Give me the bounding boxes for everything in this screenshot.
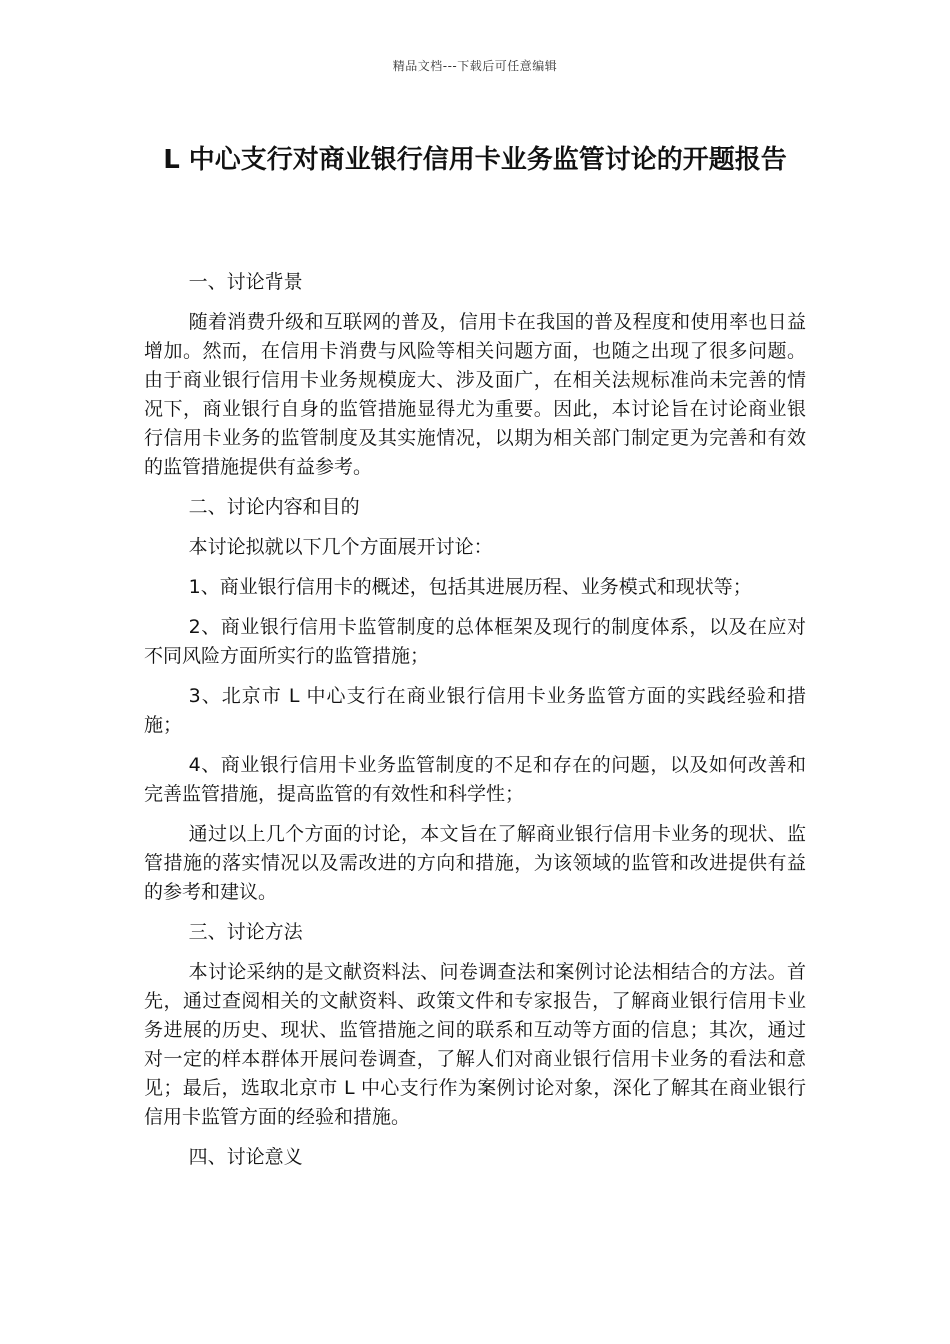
list-item-2: 2、商业银行信用卡监管制度的总体框架及现行的制度体系，以及在应对不同风险方面所实行的监管措施；	[144, 616, 806, 667]
document-body	[144, 268, 806, 1183]
list-item-3: 3、北京市 L 中心支行在商业银行信用卡业务监管方面的实践经验和措施；	[144, 685, 806, 736]
paragraph-background: 随着消费升级和互联网的普及，信用卡在我国的普及程度和使用率也日益增加。然而，在信用卡消费与风险等相关问题方面，也随之出现了很多问题。由于商业银行信用卡业务规模庞大、涉及面广，在相关法规标准尚未完善的情况下，商业银行自身的监管措施显得尤为重要。因此，本讨论旨在讨论商业银行信用卡业务的监管制度及其实施情况，以期为相关部门制定更为完善和有效的监管措施提供有益参考。	[144, 311, 806, 478]
list-item-1: 1、商业银行信用卡的概述，包括其进展历程、业务模式和现状等；	[188, 576, 752, 598]
paragraph-intro: 本讨论拟就以下几个方面展开讨论：	[188, 536, 493, 558]
document-title: L 中心支行对商业银行信用卡业务监管讨论的开题报告	[163, 145, 787, 175]
header-note: 精品文档---下载后可任意编辑	[392, 59, 558, 73]
paragraph-method: 本讨论采纳的是文献资料法、问卷调查法和案例讨论法相结合的方法。首先，通过查阅相关的文献资料、政策文件和专家报告，了解商业银行信用卡业务进展的历史、现状、监管措施之间的联系和互动等方面的信息；其次，通过对一定的样本群体开展问卷调查，了解人们对商业银行信用卡业务的看法和意见；最后，选取北京市 L 中心支行作为案例讨论对象，深化了解其在商业银行信用卡监管方面的经验和措施。	[144, 961, 806, 1128]
section-heading-background: 一、讨论背景	[188, 271, 303, 293]
section-heading-content-purpose: 二、讨论内容和目的	[188, 496, 360, 518]
section-heading-significance: 四、讨论意义	[188, 1146, 303, 1168]
list-item-4: 4、商业银行信用卡业务监管制度的不足和存在的问题，以及如何改善和完善监管措施，提高监管的有效性和科学性；	[144, 754, 806, 805]
paragraph-summary: 通过以上几个方面的讨论，本文旨在了解商业银行信用卡业务的现状、监管措施的落实情况以及需改进的方向和措施，为该领域的监管和改进提供有益的参考和建议。	[144, 823, 806, 903]
section-heading-method: 三、讨论方法	[188, 921, 303, 943]
